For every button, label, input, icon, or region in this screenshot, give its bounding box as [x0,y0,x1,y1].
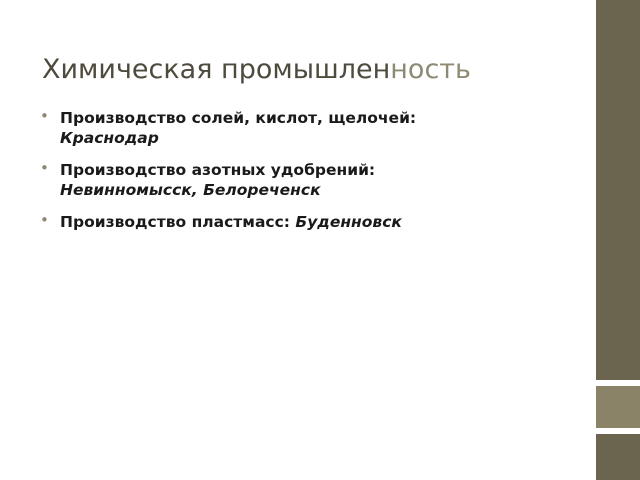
bullet-places: Буденновск [295,212,402,231]
bullet-label: Производство пластмасс: [60,212,290,231]
bullet-label: Производство азотных удобрений: [60,160,376,179]
slide-title [42,54,562,86]
list-item [34,108,564,149]
decorative-bar-bottom [596,434,640,480]
bullet-places: Невинномысск, Белореченск [60,181,321,200]
slide-title-accent: ность [390,54,471,86]
list-item [34,160,564,201]
decorative-bar-top [596,0,640,380]
decorative-bar-middle [596,386,640,428]
bullet-list [34,108,564,232]
slide-body [34,108,564,243]
bullet-places: Краснодар [60,129,159,148]
bullet-label: Производство солей, кислот, щелочей: [60,109,417,127]
slide-title-main: Химическая промышлен [42,54,391,86]
list-item [34,212,564,232]
